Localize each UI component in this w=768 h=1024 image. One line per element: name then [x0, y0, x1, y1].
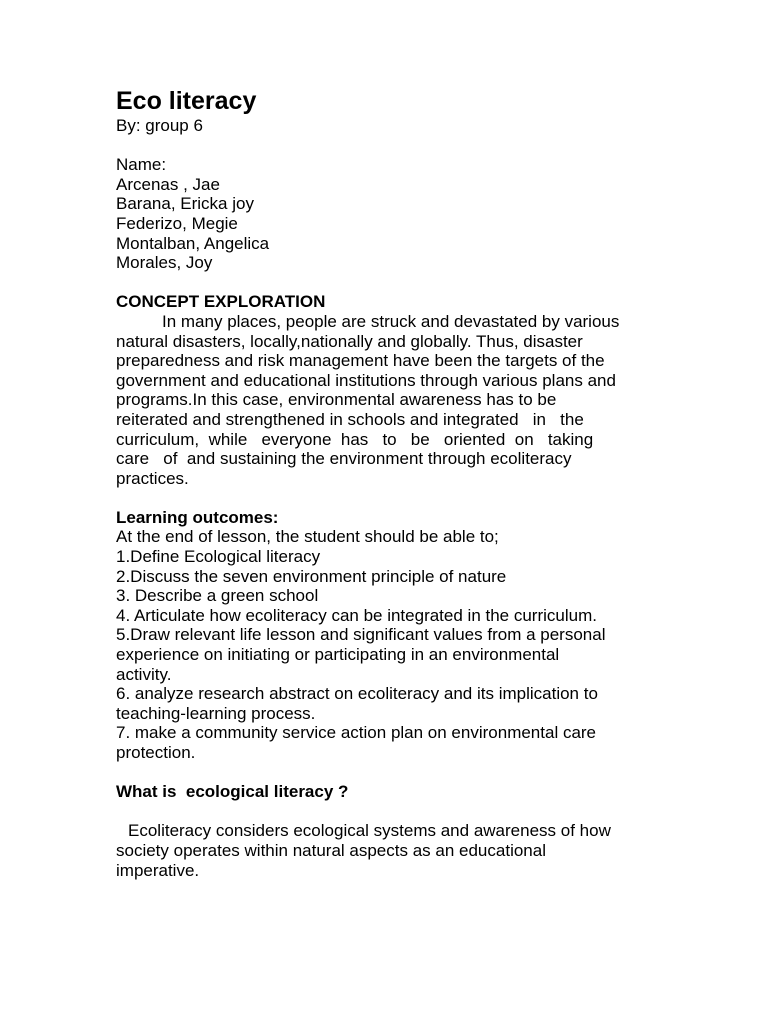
spacer — [116, 488, 656, 508]
outcome-line: 3. Describe a green school — [116, 586, 319, 606]
concept-line: natural disasters, locally,nationally and globally. Thus, disaster — [116, 331, 583, 351]
member-name: Barana, Ericka joy — [116, 194, 254, 214]
byline: By: group 6 — [116, 116, 203, 135]
spacer — [116, 136, 656, 156]
spacer — [116, 802, 656, 822]
outcomes-heading: Learning outcomes: — [116, 507, 279, 527]
answer-line: society operates within natural aspects as an educational — [116, 840, 546, 860]
member-name: Montalban, Angelica — [116, 233, 270, 253]
concept-heading: CONCEPT EXPLORATION — [116, 292, 326, 312]
member-name: Morales, Joy — [116, 253, 213, 273]
answer-line: imperative. — [116, 860, 200, 880]
outcome-line: 6. analyze research abstract on ecoliteracy and its implication to — [116, 684, 598, 704]
concept-line: preparedness and risk management have been the targets of the — [116, 351, 605, 371]
question-heading: What is ecological literacy ? — [116, 782, 349, 802]
outcome-line: 7. make a community service action plan on environmental care — [116, 723, 597, 743]
concept-line: programs.In this case, environmental awareness has to be — [116, 390, 557, 410]
answer-line: Ecoliteracy considers ecological systems and awareness of how — [128, 821, 611, 841]
outcome-line: teaching-learning process. — [116, 703, 316, 723]
outcome-line: experience on initiating or participating in an environmental — [116, 645, 560, 665]
outcome-line: 5.Draw relevant life lesson and significant values from a personal — [116, 625, 606, 645]
spacer — [116, 273, 656, 293]
outcome-line: activity. — [116, 664, 172, 684]
member-name: Arcenas , Jae — [116, 174, 220, 194]
outcomes-intro: At the end of lesson, the student should be able to; — [116, 527, 499, 547]
document-title: Eco literacy — [116, 87, 257, 115]
outcome-line: 4. Articulate how ecoliteracy can be integrated in the curriculum. — [116, 605, 597, 625]
concept-line: government and educational institutions through various plans and — [116, 370, 616, 390]
spacer — [116, 763, 656, 783]
document-page — [116, 86, 656, 880]
concept-line: curriculum, while everyone has to be oriented on taking — [116, 429, 594, 449]
concept-line: In many places, people are struck and devastated by various — [162, 311, 620, 331]
concept-line: care of and sustaining the environment through ecoliteracy — [116, 449, 572, 469]
outcome-line: 1.Define Ecological literacy — [116, 547, 321, 567]
outcome-line: 2.Discuss the seven environment principle of nature — [116, 566, 507, 586]
names-label: Name: — [116, 155, 167, 175]
outcome-line: protection. — [116, 743, 196, 762]
concept-line: practices. — [116, 468, 189, 488]
concept-line: reiterated and strengthened in schools and integrated in the — [116, 409, 584, 429]
member-name: Federizo, Megie — [116, 213, 238, 233]
